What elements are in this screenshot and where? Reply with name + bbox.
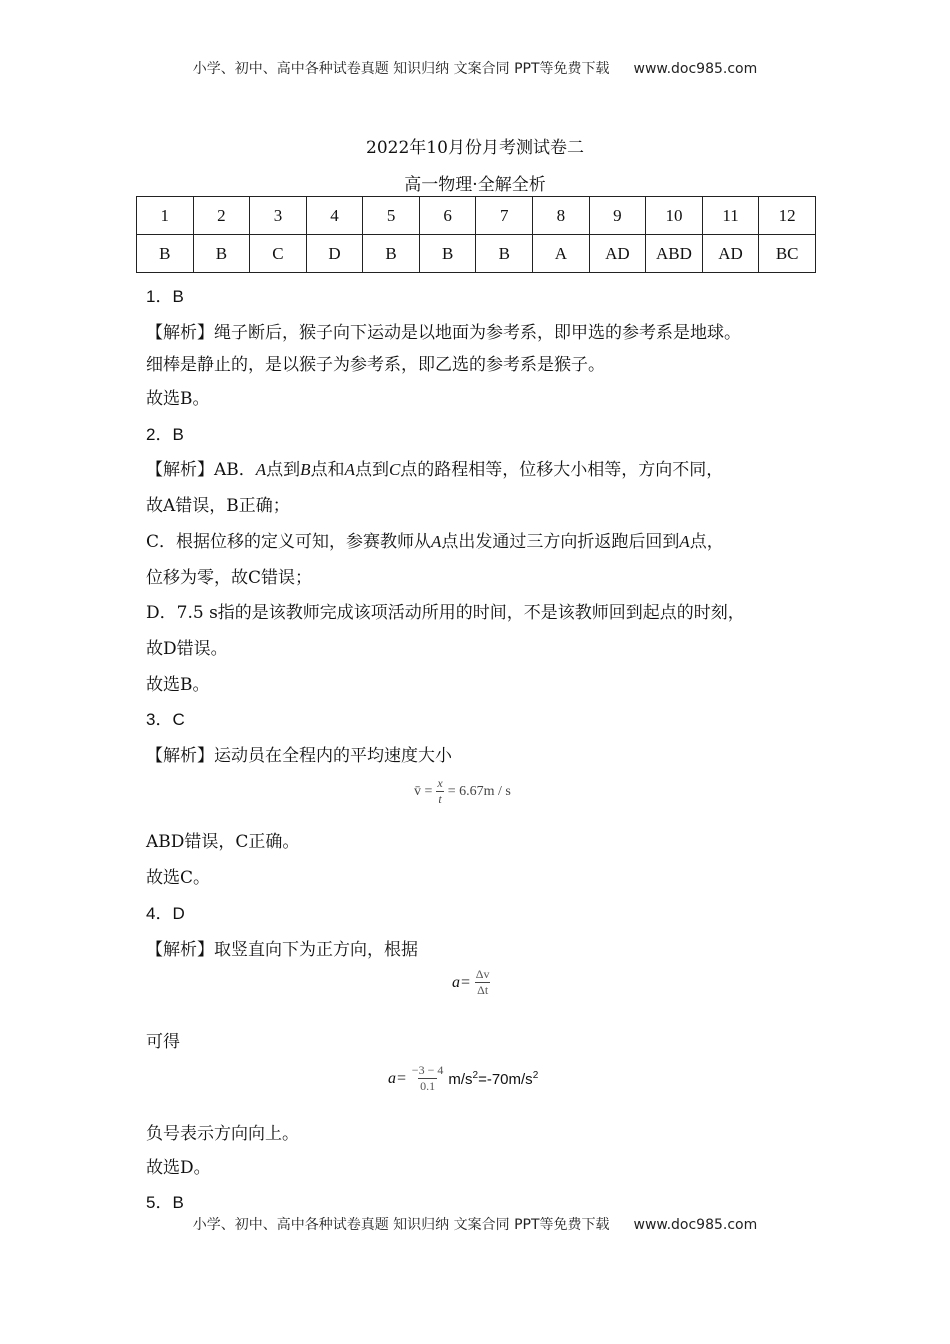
answer-table-answer-row bbox=[137, 235, 816, 273]
q4-conclusion: 故选D。 bbox=[146, 1158, 211, 1178]
question-number: 7 bbox=[476, 197, 533, 235]
q2-l3a: C．根据位移的定义可知，参赛教师从 bbox=[146, 532, 432, 552]
answer-cell: A bbox=[533, 235, 590, 273]
q2-analysis-line4: 位移为零，故C错误； bbox=[146, 568, 313, 588]
q2-analysis-line6: 故D错误。 bbox=[146, 639, 228, 659]
question-number: 8 bbox=[533, 197, 590, 235]
q3-analysis-line2: ABD错误，C正确。 bbox=[146, 832, 300, 852]
answer-cell: B bbox=[419, 235, 476, 273]
question-number: 12 bbox=[759, 197, 816, 235]
q4-f2-denominator: 0.1 bbox=[420, 1079, 436, 1093]
answer-cell: B bbox=[193, 235, 250, 273]
question-number: 2 bbox=[193, 197, 250, 235]
q4-f1-fraction bbox=[474, 967, 492, 998]
q4-f1-denominator: Δt bbox=[477, 983, 489, 997]
answer-table-number-row bbox=[137, 197, 816, 235]
point-b: B bbox=[300, 460, 311, 479]
answer-cell: ABD bbox=[646, 235, 703, 273]
q4-f2-fraction bbox=[410, 1063, 446, 1094]
q2-l1b: 点到 bbox=[266, 460, 301, 480]
q4-f2-result bbox=[448, 1070, 538, 1088]
q3-heading: 3．C bbox=[146, 710, 185, 729]
page-header bbox=[0, 58, 950, 78]
q3-fraction-numerator: x bbox=[437, 776, 443, 790]
page-footer bbox=[0, 1214, 950, 1234]
q4-acceleration-calculation bbox=[388, 1063, 538, 1094]
q3-formula-rhs: = 6.67m / s bbox=[447, 783, 511, 799]
q2-heading: 2．B bbox=[146, 425, 184, 444]
q3-fraction bbox=[435, 776, 444, 807]
q1-conclusion: 故选B。 bbox=[146, 389, 210, 409]
question-number: 9 bbox=[589, 197, 646, 235]
point-a: A bbox=[255, 460, 267, 479]
point-c: C bbox=[388, 460, 401, 479]
q2-analysis-line2: 故A错误，B正确； bbox=[146, 496, 290, 516]
answer-cell: BC bbox=[759, 235, 816, 273]
question-number: 4 bbox=[306, 197, 363, 235]
question-number: 10 bbox=[646, 197, 703, 235]
point-a: A bbox=[344, 460, 355, 479]
point-a: A bbox=[431, 532, 442, 551]
q2-conclusion: 故选B。 bbox=[146, 675, 210, 695]
answer-cell: B bbox=[363, 235, 420, 273]
q4-f1-numerator: Δv bbox=[475, 967, 490, 981]
q3-fraction-denominator: t bbox=[438, 792, 442, 806]
q2-analysis-line5: D．7.5 s指的是该教师完成该项活动所用的时间，不是该教师回到起点的时刻， bbox=[146, 603, 745, 623]
q4-f2-mid: =-70m/s bbox=[478, 1070, 533, 1088]
q2-l1a: 【解析】AB． bbox=[146, 460, 256, 480]
answer-cell: B bbox=[476, 235, 533, 273]
q1-analysis-line1: 【解析】绳子断后，猴子向下运动是以地面为参考系，即甲选的参考系是地球。 bbox=[146, 323, 741, 343]
q2-l1c: 点和 bbox=[310, 460, 345, 480]
q4-f2-unit1: m/s bbox=[448, 1070, 473, 1088]
footer-url[interactable]: www.doc985.com bbox=[633, 1217, 758, 1233]
q2-analysis-line3 bbox=[146, 527, 724, 552]
q4-analysis-line1: 【解析】取竖直向下为正方向，根据 bbox=[146, 940, 418, 960]
answer-cell: C bbox=[250, 235, 307, 273]
answer-cell: AD bbox=[702, 235, 759, 273]
q3-average-velocity-formula bbox=[414, 776, 511, 807]
question-number: 3 bbox=[250, 197, 307, 235]
q4-f2-exp2: 2 bbox=[532, 1069, 539, 1081]
q2-l3c: 点， bbox=[689, 532, 724, 552]
q3-formula-lhs: v̄ = bbox=[414, 783, 433, 799]
question-number: 6 bbox=[419, 197, 476, 235]
answer-cell: B bbox=[137, 235, 194, 273]
q3-analysis-line1: 【解析】运动员在全程内的平均速度大小 bbox=[146, 746, 452, 766]
q1-analysis-line2: 细棒是静止的，是以猴子为参考系，即乙选的参考系是猴子。 bbox=[146, 355, 605, 375]
question-number: 11 bbox=[702, 197, 759, 235]
q4-analysis-line3: 负号表示方向向上。 bbox=[146, 1124, 299, 1144]
q4-analysis-line2: 可得 bbox=[146, 1032, 180, 1052]
q4-heading: 4．D bbox=[146, 904, 185, 923]
q5-heading: 5．B bbox=[146, 1193, 184, 1212]
q3-conclusion: 故选C。 bbox=[146, 868, 211, 888]
q4-f2-numerator: −3 − 4 bbox=[411, 1063, 444, 1077]
q4-f2-lhs: a= bbox=[388, 1069, 407, 1087]
footer-text: 小学、初中、高中各种试卷真题 知识归纳 文案合同 PPT等免费下载 bbox=[192, 1217, 610, 1233]
document-subtitle: 高一物理·全解全析 bbox=[404, 175, 546, 195]
q1-heading: 1．B bbox=[146, 287, 184, 306]
q4-f2-exp1: 2 bbox=[472, 1069, 479, 1081]
point-a: A bbox=[679, 532, 690, 551]
question-number: 5 bbox=[363, 197, 420, 235]
document-title: 2022年10月份月考测试卷二 bbox=[366, 138, 584, 158]
q2-l1e: 点的路程相等，位移大小相等，方向不同， bbox=[400, 460, 724, 480]
answer-table bbox=[136, 196, 816, 273]
q2-l3b: 点出发通过三方向折返跑后回到 bbox=[441, 532, 680, 552]
q4-f1-lhs: a= bbox=[452, 973, 471, 991]
answer-cell: AD bbox=[589, 235, 646, 273]
answer-cell: D bbox=[306, 235, 363, 273]
header-text: 小学、初中、高中各种试卷真题 知识归纳 文案合同 PPT等免费下载 bbox=[192, 61, 610, 77]
q2-l1d: 点到 bbox=[354, 460, 389, 480]
question-number: 1 bbox=[137, 197, 194, 235]
q4-acceleration-definition bbox=[452, 967, 495, 998]
header-url[interactable]: www.doc985.com bbox=[633, 61, 758, 77]
q2-analysis-line1 bbox=[146, 455, 723, 480]
